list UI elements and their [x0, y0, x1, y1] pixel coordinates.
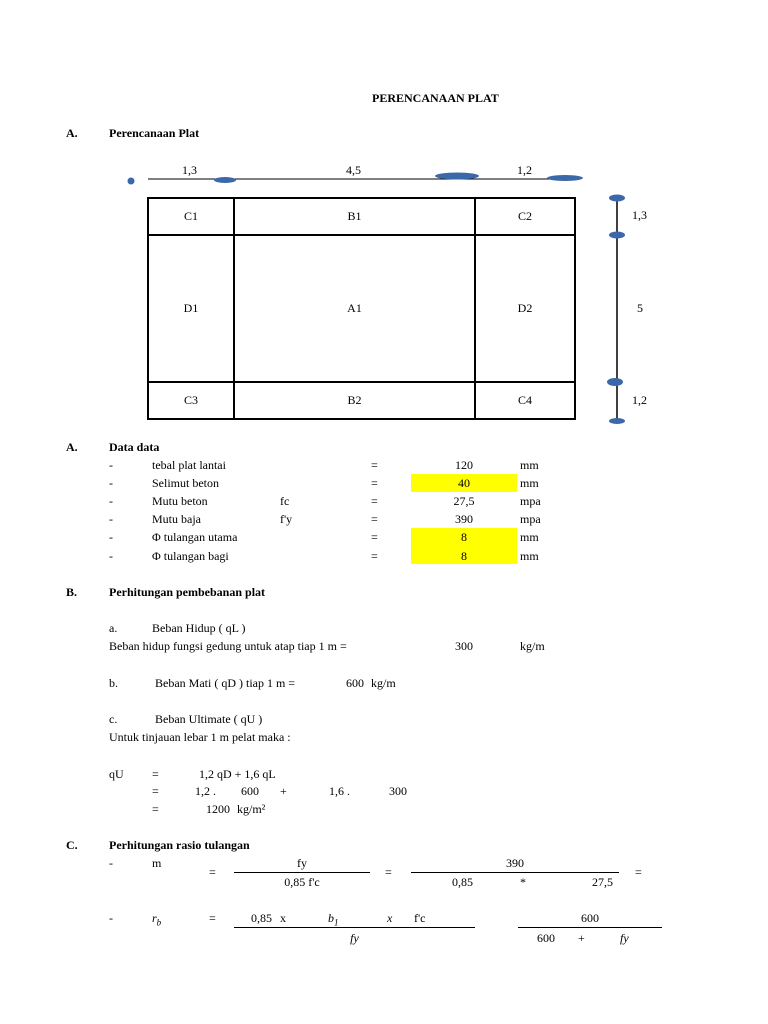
- dimension-right-1: 1,3: [632, 208, 647, 222]
- row-label: Φ tulangan bagi: [152, 549, 229, 563]
- dimension-node: [609, 232, 625, 239]
- m-numerator: fy: [297, 856, 307, 870]
- dimension-top-2: 4,5: [346, 163, 361, 177]
- qu-factor-1: 1,2 .: [195, 784, 216, 798]
- row-dash: -: [109, 476, 113, 490]
- row-dash: -: [109, 458, 113, 472]
- equals-sign: =: [209, 911, 216, 925]
- dimension-node: [128, 178, 135, 185]
- row-unit: mm: [520, 458, 539, 472]
- row-label: Selimut beton: [152, 476, 219, 490]
- row-equals: =: [371, 476, 378, 490]
- m-denominator: 0,85 f'c: [284, 875, 320, 889]
- section-heading: Perencanaan Plat: [109, 126, 200, 140]
- row-dash: -: [109, 911, 113, 925]
- subsection-title: Beban Ultimate ( qU ): [155, 712, 263, 726]
- row-unit: mm: [520, 549, 539, 563]
- ultimate-load-text: Untuk tinjauan lebar 1 m pelat maka :: [109, 730, 291, 744]
- plus-sign: +: [578, 931, 585, 945]
- row-label: Φ tulangan utama: [152, 530, 238, 544]
- panel-label: C2: [517, 209, 532, 223]
- live-load-value: 300: [455, 639, 473, 653]
- equals-sign: =: [152, 784, 159, 798]
- subsection-letter: a.: [109, 621, 118, 635]
- qu-formula: 1,2 qD + 1,6 qL: [199, 767, 276, 781]
- qu-result: 1200: [206, 802, 230, 816]
- row-value: 390: [455, 512, 473, 526]
- rb-label: $r_b$: [152, 911, 162, 928]
- dead-load-text: Beban Mati ( qD ) tiap 1 m =: [155, 676, 296, 690]
- multiply-sign: x: [387, 911, 393, 925]
- qu-value-2: 300: [389, 784, 407, 798]
- row-value: 8: [461, 549, 467, 563]
- live-load-unit: kg/m: [520, 639, 545, 653]
- rb-denominator: fy: [350, 931, 359, 945]
- panel-label: D2: [517, 301, 533, 315]
- row-equals: =: [371, 494, 378, 508]
- equals-sign: =: [152, 767, 159, 781]
- equals-sign: =: [209, 865, 216, 879]
- m-den-value-b: 27,5: [592, 875, 613, 889]
- dead-load-unit: kg/m: [371, 676, 396, 690]
- row-equals: =: [371, 530, 378, 544]
- dimension-node: [607, 378, 623, 386]
- row-dash: -: [109, 512, 113, 526]
- page-title: PERENCANAAN PLAT: [372, 91, 499, 105]
- rb-den-2a: 600: [537, 931, 555, 945]
- row-dash: -: [109, 530, 113, 544]
- row-value: 27,5: [453, 494, 475, 508]
- dimension-right-3: 1,2: [632, 393, 647, 407]
- equals-sign: =: [152, 802, 159, 816]
- panel-label: D1: [183, 301, 199, 315]
- row-dash: -: [109, 549, 113, 563]
- row-label: Mutu baja: [152, 512, 201, 526]
- row-equals: =: [371, 512, 378, 526]
- dimension-node: [609, 195, 625, 202]
- dead-load-value: 600: [346, 676, 364, 690]
- row-dash: -: [109, 494, 113, 508]
- row-symbol: fc: [280, 494, 290, 508]
- dimension-node: [609, 418, 625, 424]
- panel-label: B1: [347, 209, 362, 223]
- dimension-node: [214, 177, 236, 183]
- subsection-title: Beban Hidup ( qL ): [152, 621, 246, 635]
- row-value: 40: [458, 476, 470, 490]
- panel-label: A1: [347, 301, 362, 315]
- section-letter: C.: [66, 838, 78, 852]
- qu-label: qU: [109, 767, 124, 781]
- live-load-text: Beban hidup fungsi gedung untuk atap tiap 1 m =: [109, 639, 347, 653]
- section-letter: A.: [66, 440, 78, 454]
- dimension-node: [547, 175, 583, 181]
- fraction-bar: [518, 927, 662, 928]
- row-symbol: f'y: [280, 512, 293, 526]
- panel-label: C3: [183, 393, 198, 407]
- qu-factor-2: 1,6 .: [329, 784, 350, 798]
- section-letter: B.: [66, 585, 78, 599]
- row-equals: =: [371, 458, 378, 472]
- row-value: 8: [461, 530, 467, 544]
- rb-numerator-2: 600: [581, 911, 599, 925]
- dimension-top-3: 1,2: [517, 163, 532, 177]
- row-label: tebal plat lantai: [152, 458, 226, 472]
- m-label: m: [152, 856, 162, 870]
- row-value: 120: [455, 458, 473, 472]
- plus-sign: +: [280, 784, 287, 798]
- panel-label: C1: [183, 209, 198, 223]
- section-heading: Perhitungan rasio tulangan: [109, 838, 250, 852]
- qu-value-1: 600: [241, 784, 259, 798]
- fraction-bar: [234, 872, 370, 873]
- section-letter: A.: [66, 126, 78, 140]
- section-heading: Data data: [109, 440, 160, 454]
- multiply-sign: x: [280, 911, 286, 925]
- row-unit: mpa: [520, 512, 541, 526]
- row-unit: mm: [520, 530, 539, 544]
- m-numerator-value: 390: [506, 856, 524, 870]
- dimension-right-2: 5: [637, 301, 643, 315]
- rb-den-2b: fy: [620, 931, 629, 945]
- dimension-top-1: 1,3: [182, 163, 197, 177]
- rb-fc: f'c: [414, 911, 426, 925]
- equals-sign: =: [385, 865, 392, 879]
- row-dash: -: [109, 856, 113, 870]
- panel-label: C4: [517, 393, 532, 407]
- row-label: Mutu beton: [152, 494, 208, 508]
- beta1-symbol: $b_1$: [328, 911, 339, 928]
- panel-label: B2: [347, 393, 362, 407]
- rb-coef: 0,85: [251, 911, 272, 925]
- subsection-letter: c.: [109, 712, 118, 726]
- m-den-value-a: 0,85: [452, 875, 473, 889]
- row-equals: =: [371, 549, 378, 563]
- dimension-node: [435, 173, 479, 180]
- subsection-letter: b.: [109, 676, 118, 690]
- multiply-sign: *: [520, 875, 526, 889]
- section-heading: Perhitungan pembebanan plat: [109, 585, 266, 599]
- qu-unit: kg/m²: [237, 802, 266, 816]
- fraction-bar: [411, 872, 619, 873]
- fraction-bar: [234, 927, 475, 928]
- row-unit: mm: [520, 476, 539, 490]
- equals-sign: =: [635, 865, 642, 879]
- row-unit: mpa: [520, 494, 541, 508]
